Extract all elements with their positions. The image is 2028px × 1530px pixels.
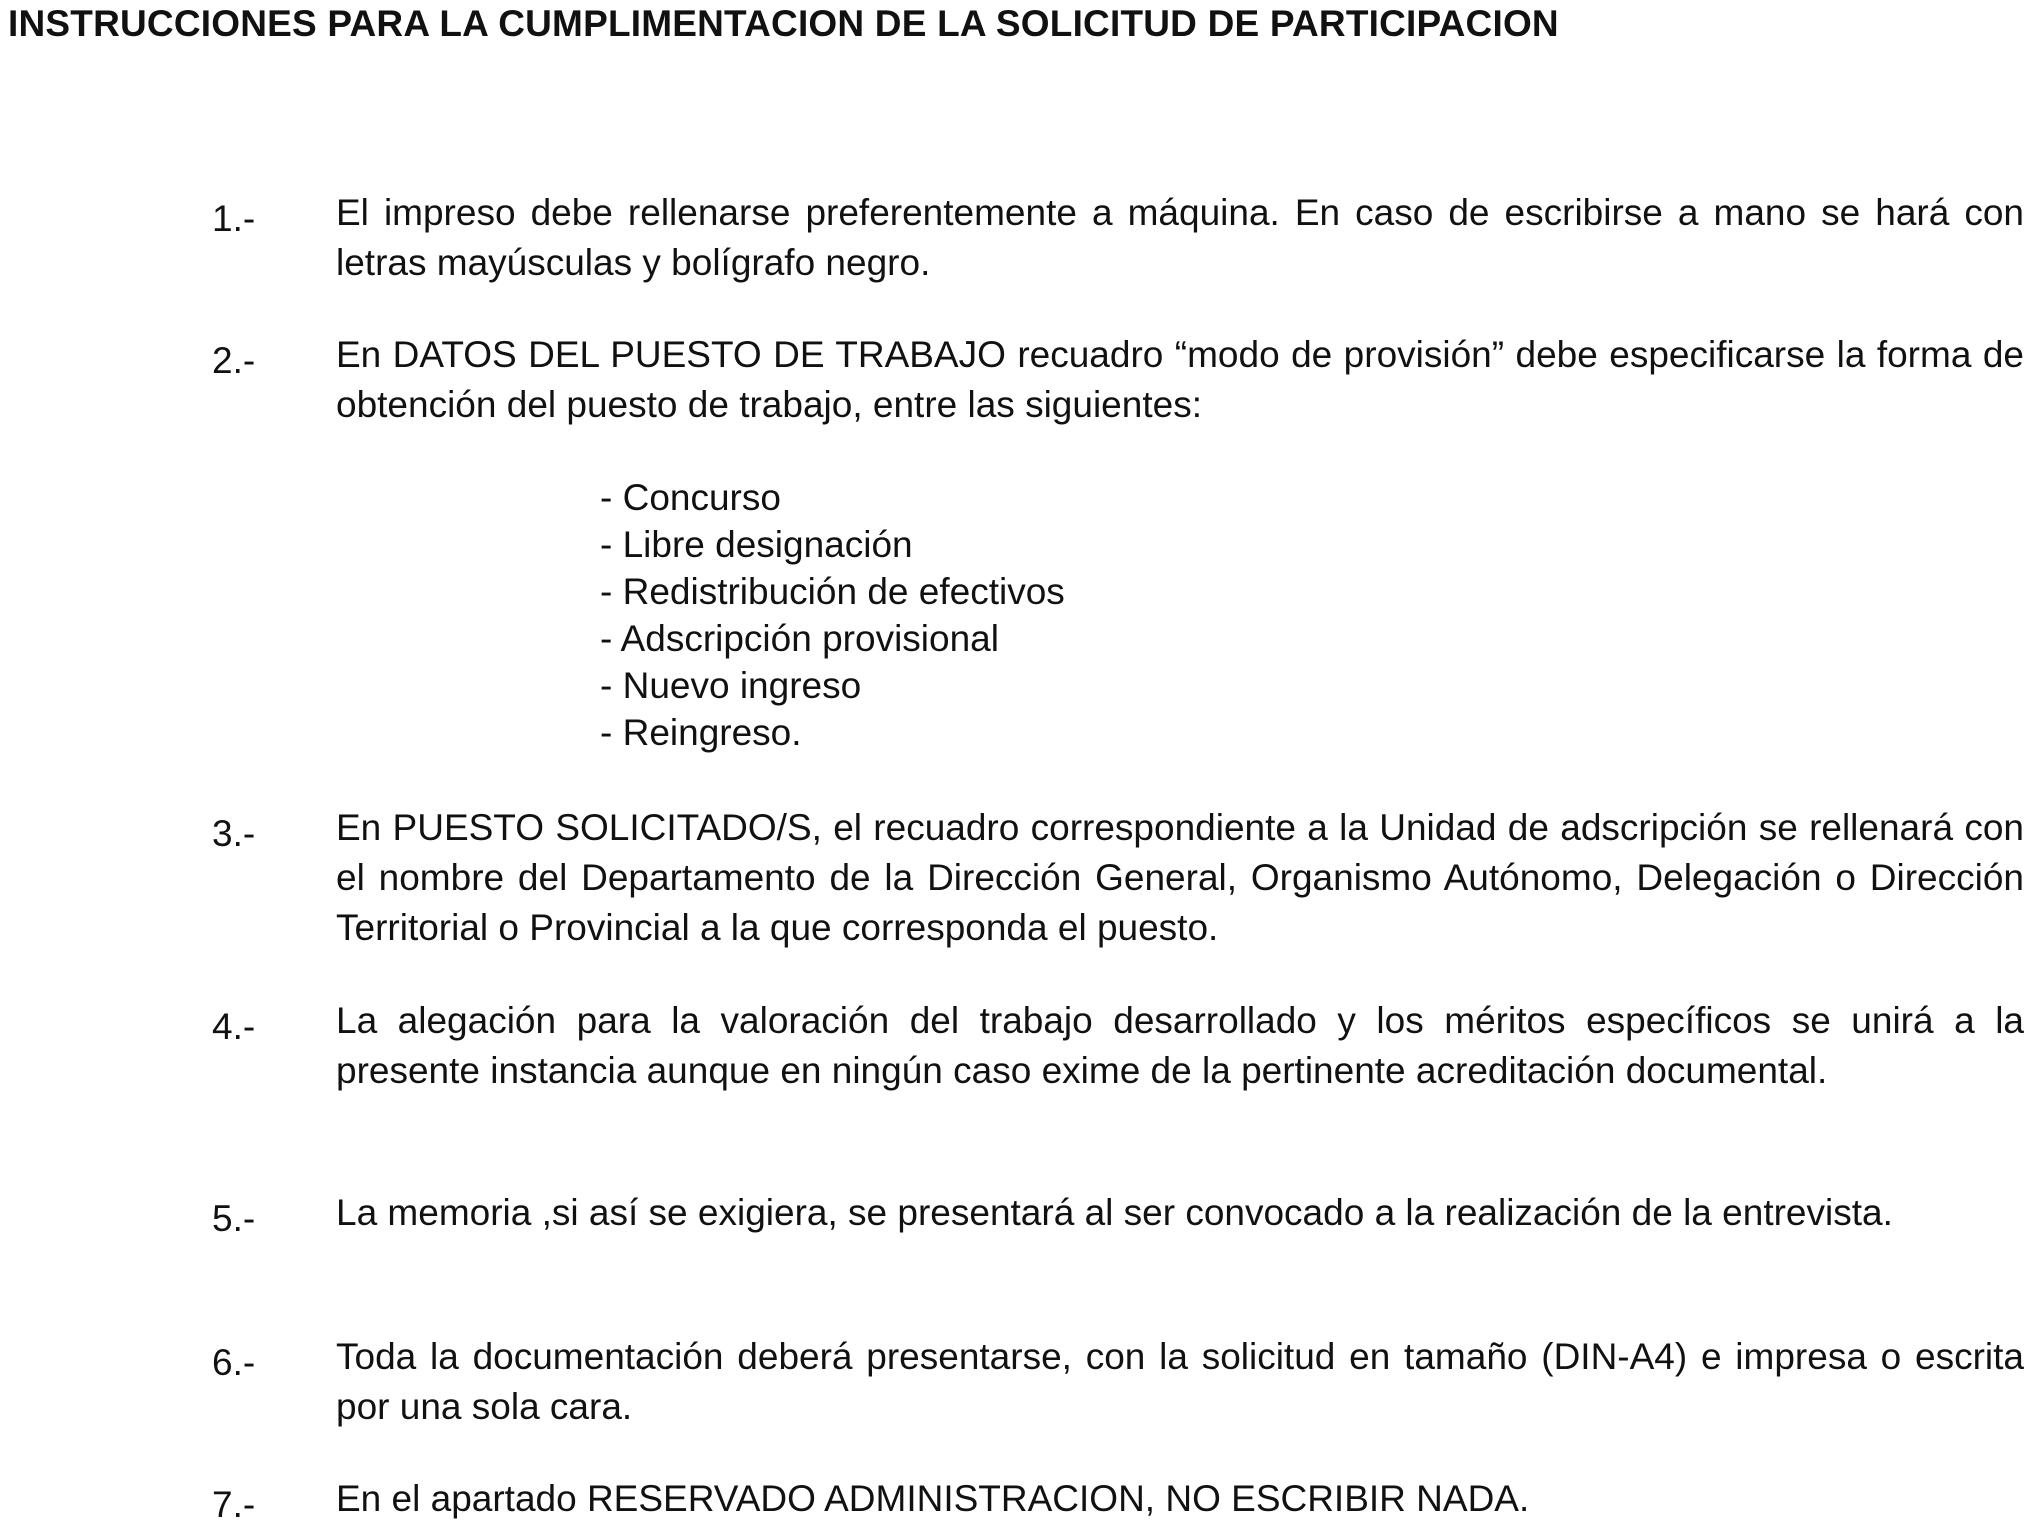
- provision-option: - Adscripción provisional: [600, 618, 999, 659]
- provision-option: - Redistribución de efectivos: [600, 571, 1065, 612]
- instruction-text: La alegación para la valoración del trabajo desarrollado y los méritos específicos se unirá a la presente instancia aunque en ningún caso exime de la pertinente acreditación documental.: [336, 1000, 2024, 1091]
- provision-options-list: [600, 474, 1065, 756]
- instruction-text: En DATOS DEL PUESTO DE TRABAJO recuadro “modo de provisión” debe especificarse la forma de obtención del puesto de trabajo, entre las siguientes:: [336, 334, 2024, 425]
- provision-option: - Nuevo ingreso: [600, 665, 862, 706]
- provision-option: - Concurso: [600, 477, 781, 518]
- provision-option: - Libre designación: [600, 524, 913, 565]
- instruction-text: En PUESTO SOLICITADO/S, el recuadro correspondiente a la Unidad de adscripción se rellenará con el nombre del Departamento de la Dirección General, Organismo Autónomo, Delegación o Dirección Territorial o Provincial a la que corresponda el puesto.: [336, 807, 2024, 948]
- instruction-number: 1.-: [212, 198, 256, 239]
- instruction-number: 2.-: [212, 340, 256, 381]
- instruction-number: 3.-: [212, 813, 256, 854]
- instruction-item-5: [212, 1188, 2024, 1244]
- instruction-number: 4.-: [212, 1006, 256, 1047]
- instruction-item-1: [212, 188, 2024, 288]
- instruction-item-2: [212, 330, 2024, 430]
- instruction-number: 5.-: [212, 1198, 256, 1239]
- instruction-item-7: [212, 1474, 2024, 1530]
- provision-option: - Reingreso.: [600, 712, 802, 753]
- instruction-text: La memoria ,si así se exigiera, se presentará al ser convocado a la realización de la entrevista.: [336, 1192, 1893, 1233]
- instruction-number: 6.-: [212, 1342, 256, 1383]
- instruction-text: Toda la documentación deberá presentarse, con la solicitud en tamaño (DIN-A4) e impresa o escrita por una sola cara.: [336, 1336, 2024, 1427]
- instruction-item-3: [212, 803, 2024, 953]
- instruction-item-4: [212, 996, 2024, 1096]
- instruction-item-6: [212, 1332, 2024, 1432]
- instruction-number: 7.-: [212, 1484, 256, 1525]
- page-title: INSTRUCCIONES PARA LA CUMPLIMENTACION DE LA SOLICITUD DE PARTICIPACION: [8, 3, 1559, 44]
- instruction-text: En el apartado RESERVADO ADMINISTRACION, NO ESCRIBIR NADA.: [336, 1478, 1530, 1519]
- instruction-text: El impreso debe rellenarse preferentemente a máquina. En caso de escribirse a mano se hará con letras mayúsculas y bolígrafo negro.: [336, 192, 2024, 283]
